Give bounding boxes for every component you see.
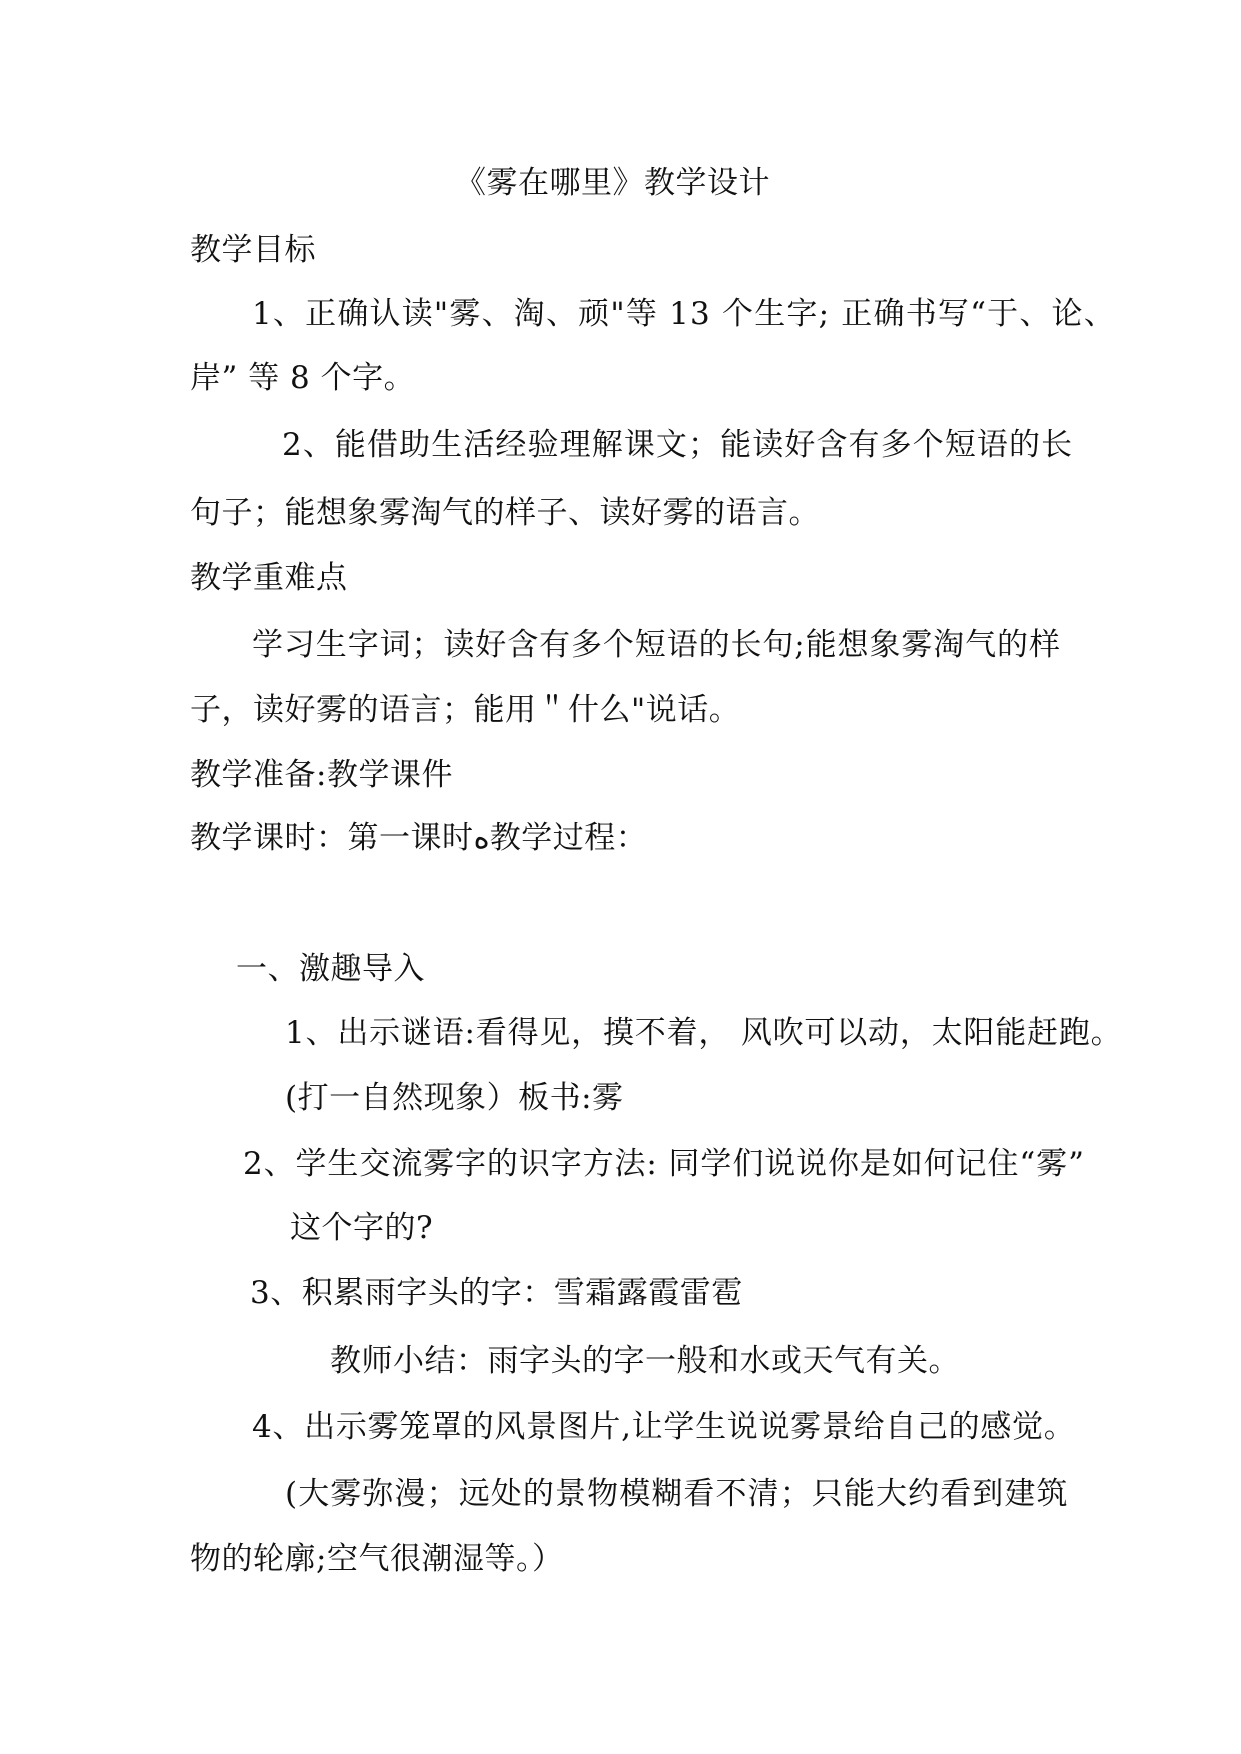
step-3-text: 3、积累雨字头的字：雪霜露霞雷雹 <box>250 1275 743 1311</box>
class-hours-text: 教学课时：第一课时ه教学过程： <box>190 820 648 856</box>
step-4-line-1: 4、出示雾笼罩的风景图片,让学生说说雾景给自己的感觉。 <box>252 1409 1076 1445</box>
preparation-text: 教学准备:教学课件 <box>190 757 453 793</box>
step-1-line-1: 1、出示谜语:看得见，摸不着， 风吹可以动，太阳能赶跑。 <box>285 1015 1123 1051</box>
step-4-line-3: 物的轮廓;空气很潮湿等。） <box>190 1541 564 1577</box>
key-points-heading: 教学重难点 <box>190 560 348 596</box>
goal-2-line-2: 句子；能想象雾淘气的样子、读好雾的语言。 <box>190 495 820 531</box>
document-title: 《雾在哪里》教学设计 <box>455 165 770 201</box>
goal-2-line-1: 2、能借助生活经验理解课文；能读好含有多个短语的长 <box>282 427 1074 463</box>
step-1-line-2: (打一自然现象）板书:雾 <box>285 1080 624 1116</box>
step-4-line-2: (大雾弥漫；远处的景物模糊看不清；只能大约看到建筑 <box>285 1476 1069 1512</box>
key-points-line-1: 学习生字词；读好含有多个短语的长句;能想象雾淘气的样 <box>252 627 1061 663</box>
goal-1-line-1: 1、正确认读"雾、淘、顽"等 13 个生字; 正确书写“于、论、 <box>252 296 1116 332</box>
step-2-line-2: 这个字的? <box>290 1210 434 1246</box>
section-1-heading: 一、激趣导入 <box>236 951 425 987</box>
step-2-line-1: 2、学生交流雾字的识字方法: 同学们说说你是如何记住“雾” <box>243 1146 1085 1182</box>
goal-1-line-2: 岸” 等 8 个字。 <box>190 360 416 396</box>
step-3-summary: 教师小结：雨字头的字一般和水或天气有关。 <box>330 1343 960 1379</box>
key-points-line-2: 子，读好雾的语言；能用＂什么"说话。 <box>190 692 741 728</box>
goals-heading: 教学目标 <box>190 232 316 268</box>
